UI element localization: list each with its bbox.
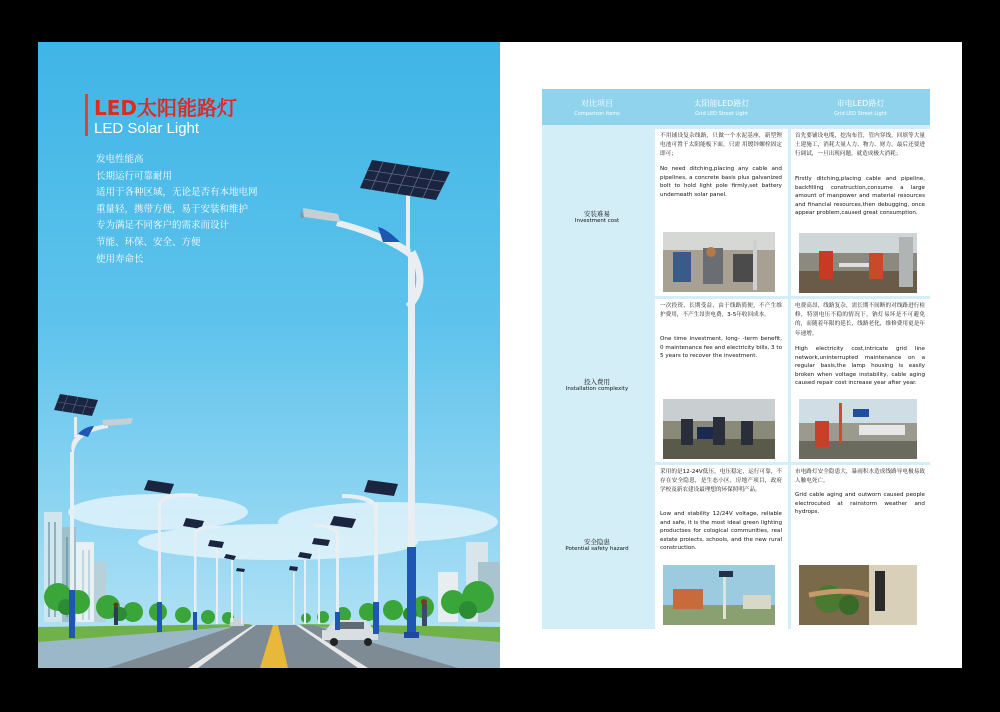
feature-item: 长期运行可靠耐用 bbox=[96, 170, 173, 182]
header-comparison-items: 对比项目 Comparison items bbox=[574, 99, 620, 117]
grid-cell bbox=[791, 299, 930, 462]
left-page bbox=[38, 42, 500, 668]
feature-item: 专为满足不同客户的需求而设计 bbox=[96, 220, 230, 232]
solar-text-en: Low and stability 12/24V voltage, reliable and safe, it is the most ideal green lighting productses for cological communities, real estate proiects, schools, and the new rural construction. bbox=[660, 511, 782, 552]
page-subtitle: LED Solar Light bbox=[94, 120, 200, 137]
grid-text-cn: 电费高昂，线路复杂，需长期不间断的对线路进行检修，特别电压不稳的情况下，钠灯易坏是不可避免的，而随着年限的延长，线路老化，维修费用更是年年递增。 bbox=[795, 303, 925, 337]
solar-text-cn: 一次投资、长期受益，由于线路简便，不产生维护费用，不产生昂贵电费，3-5年收回成本。 bbox=[660, 303, 782, 319]
grid-text-cn: 首先要铺设电缆，挖沟布管，管内穿线，回填等大量土建施工，消耗大量人力、物力、财力，最后还要进行调试，一旦出现问题，就造成极大消耗； bbox=[795, 133, 925, 158]
grid-cell bbox=[791, 465, 930, 629]
table-row bbox=[542, 129, 930, 296]
grid-text-en: Grid cable aging and outworn caused people electrocuted at rainstorm weather and hydrops. bbox=[795, 492, 925, 516]
feature-item: 使用寿命长 bbox=[96, 253, 144, 265]
solar-text-en: No need ditching,placing any cable and pipelines, a concrete basis plus galvanized bolt to hold light pole firmly,set battery underneath solar panel. bbox=[660, 166, 782, 198]
feature-list bbox=[96, 152, 258, 268]
header-solar-light: 太阳能LED路灯 Grid LED Street Light bbox=[693, 99, 750, 117]
row-label: 安全隐患 Potential safety hazard bbox=[565, 538, 629, 552]
solar-text-cn: 不用铺设复杂线路，只做一个水泥基座，新型锂电池可置于太阳能板下面，只需 用镀锌螺栓固定即可； bbox=[660, 133, 782, 158]
grid-text-en: Firstly ditching,placing cable and pipeline, backfilling construction,consume a large amount of manpower and material resources and financial resources,then debugging, once appear problem,caused great consumption. bbox=[795, 176, 925, 217]
solar-text-cn: 采用的是12-24V低压，电压稳定，运行可靠，不存在安全隐患，是生态小区，房地产项目，政府学校及新农建设最理想的环保照明产品。 bbox=[660, 469, 782, 494]
page-title: LED太阳能路灯 bbox=[94, 96, 238, 120]
header-grid-light: 市电LED路灯 Grid LED Street Light bbox=[834, 99, 887, 117]
install-photo bbox=[663, 232, 775, 292]
feature-item: 发电性能高 bbox=[96, 154, 144, 165]
cable-hazard-photo bbox=[799, 565, 917, 625]
grid-cell bbox=[791, 129, 930, 296]
title-accent-bar bbox=[85, 94, 88, 136]
row-label: 投入费用 Installation complexity bbox=[565, 378, 629, 392]
table-header bbox=[542, 89, 930, 125]
feature-item: 节能、环保、安全、方便 bbox=[96, 236, 201, 248]
comparison-table bbox=[542, 89, 930, 629]
feature-item: 重量轻，携带方便，易于安装和维护 bbox=[96, 203, 249, 215]
repair-photo bbox=[799, 399, 917, 459]
row-label: 安装难易 Investment cost bbox=[574, 210, 620, 224]
table-row bbox=[542, 299, 930, 462]
solar-cell bbox=[655, 129, 788, 296]
solar-cell bbox=[655, 299, 788, 462]
solar-cell bbox=[655, 465, 788, 629]
table-row bbox=[542, 465, 930, 629]
grid-text-en: High electricity cost,intricate grid line network,uninterrupted maintenance on a regular basis,the lamp housing is easily broken when voltage instability, cable aging caused repair cost increase year after year. bbox=[795, 346, 925, 387]
solar-text-en: One time investment, long- -term benefit, 0 maintenance fee and electricity bills, 3 to 5 years to recover the investment. bbox=[660, 336, 782, 360]
street-light-photo bbox=[663, 565, 775, 625]
grid-text-cn: 市电路灯安全隐患大，暴雨积水造成线路导电极易致人触电死亡。 bbox=[795, 469, 925, 485]
ditching-photo bbox=[799, 233, 917, 293]
team-photo bbox=[663, 399, 775, 459]
right-page bbox=[500, 42, 962, 668]
feature-item: 适用于各种区域，无论是否有本地电网 bbox=[96, 187, 258, 199]
